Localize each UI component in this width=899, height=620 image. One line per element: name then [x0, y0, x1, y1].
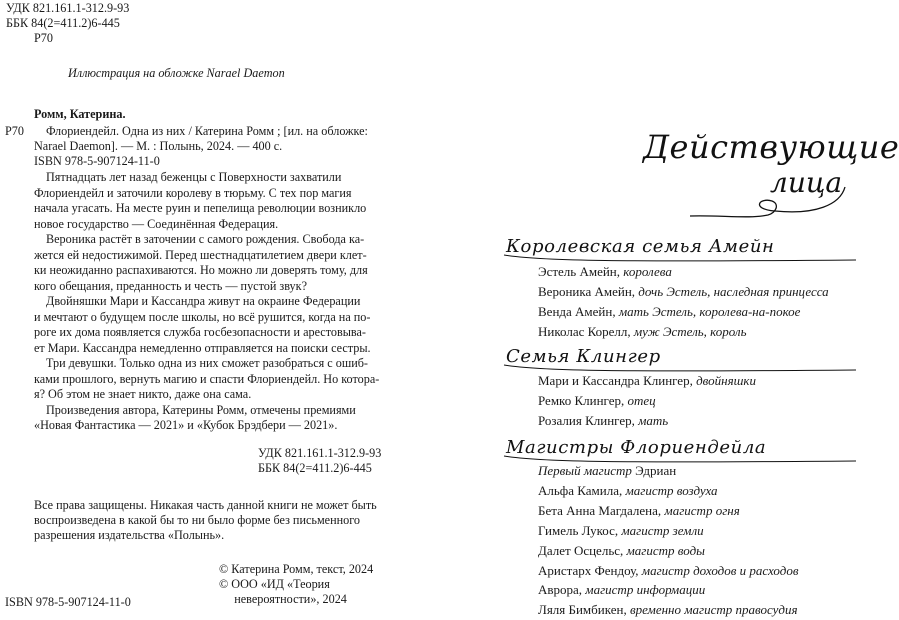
- title-flourish: [600, 175, 850, 225]
- annotation-line: кого обещания, преданность и честь — пустой звук?: [34, 278, 307, 293]
- annotation-line: ет Мари. Кассандра немедленно отправляется на поиски сестры.: [34, 340, 371, 355]
- bibliographic-record: [34, 124, 368, 169]
- bbk-code: ББК 84(2=411.2)6-445: [258, 461, 372, 475]
- annotation-line: роге их дома появляется служба госбезопасности и арестовыва-: [34, 325, 366, 339]
- udk-code: УДК 821.161.1-312.9-93: [258, 446, 382, 460]
- character-entry: Эстель Амейн, королева: [538, 264, 672, 279]
- character-entry: Ляля Бимбикен, временно магистр правосудия: [538, 602, 798, 618]
- rights-line: разрешения издательства «Полынь».: [34, 528, 225, 542]
- page-title-line2: лица: [770, 166, 843, 199]
- annotation: [34, 170, 386, 434]
- biblio-line: Флориендейл. Одна из них / Катерина Ромм ; [ил. на обложке:: [46, 124, 368, 138]
- annotation-line: жется ей недостижимой. Перед шестнадцатилетием двери клет-: [34, 247, 367, 262]
- bbk-code: ББК 84(2=411.2)6-445: [6, 16, 120, 30]
- character-entry: Аристарх Фендоу, магистр доходов и расходов: [538, 562, 799, 578]
- annotation-line: я? Об этом не знает никто, даже она сама.: [34, 387, 252, 401]
- annotation-line: Вероника растёт в заточении с самого рождения. Свобода ка-: [46, 232, 365, 246]
- character-entry: Аврора, магистр информации: [538, 582, 706, 598]
- annotation-line: Три девушки. Только одна из них сможет разобраться с ошиб-: [46, 356, 368, 370]
- annotation-line: начала угасать. На месте руин и пепелища революции возникло: [34, 201, 367, 215]
- annotation-line: новое государство — Соединённая Федерация.: [34, 216, 279, 231]
- biblio-line: Narael Daemon]. — М. : Полынь, 2024. — 400 с.: [34, 139, 283, 153]
- group-title-magisters: Магистры Флориендейла: [506, 437, 767, 458]
- author-name: Ромм, Катерина.: [34, 107, 126, 121]
- character-entry: Альфа Камила, магистр воздуха: [538, 482, 718, 498]
- rights-notice: [34, 498, 377, 543]
- group-title-royal-family: Королевская семья Амейн: [506, 236, 775, 257]
- cover-illustrator: Иллюстрация на обложке Narael Daemon: [68, 66, 285, 80]
- character-entry: Первый магистр Эдриан: [538, 463, 677, 478]
- character-entry: Далет Осцельс, магистр воды: [538, 542, 705, 558]
- character-entry: Бета Анна Магдалена, магистр огня: [538, 502, 740, 518]
- udk-code: УДК 821.161.1-312.9-93: [6, 1, 130, 15]
- character-entry: Вероника Амейн, дочь Эстель, наследная принцесса: [538, 283, 829, 299]
- isbn-bottom: ISBN 978-5-907124-11-0: [5, 595, 131, 609]
- page-title-line1: Действующие: [643, 128, 899, 166]
- library-codes-top: [6, 1, 129, 46]
- group-title-klinger-family: Семья Клингер: [506, 346, 661, 367]
- character-entry: Розалия Клингер, мать: [538, 412, 669, 428]
- character-list-royal: [538, 262, 829, 342]
- character-entry: Ремко Клингер, отец: [538, 392, 656, 408]
- annotation-line: ками прошлого, вернуть магию и спасти Флориендейл. Но котора-: [34, 371, 380, 386]
- copyright-line: невероятности», 2024: [219, 592, 347, 606]
- annotation-line: ки неожиданно распахиваются. Но можно ли доверять тому, для: [34, 263, 368, 277]
- annotation-line: Пятнадцать лет назад беженцы с Поверхности захватили: [46, 170, 342, 184]
- character-entry: Венда Амейн, мать Эстель, королева-на-покое: [538, 303, 801, 319]
- annotation-line: и мечтают о будущем после школы, но всё рушится, когда на по-: [34, 309, 371, 324]
- author-mark: Р70: [34, 31, 53, 45]
- copyright-block: [219, 562, 373, 607]
- isbn: ISBN 978-5-907124-11-0: [34, 154, 160, 168]
- rights-line: воспроизведена в какой бы то ни было форме без письменного: [34, 513, 360, 527]
- annotation-line: Флориендейл и заточили королеву в тюрьму. С тех пор магия: [34, 185, 352, 200]
- character-entry: Гимель Лукос, магистр земли: [538, 522, 704, 538]
- copyright-line: © Катерина Ромм, текст, 2024: [219, 562, 374, 576]
- character-entry: Николас Корелл, муж Эстель, король: [538, 323, 747, 339]
- annotation-line: Произведения автора, Катерины Ромм, отмечены премиями: [46, 402, 356, 417]
- library-codes-bottom: [258, 446, 381, 476]
- author-mark-side: Р70: [5, 124, 24, 138]
- character-list-klinger: [538, 371, 756, 431]
- character-entry: Мари и Кассандра Клингер, двойняшки: [538, 373, 757, 388]
- annotation-line: «Новая Фантастика — 2021» и «Кубок Брэдбери — 2021».: [34, 418, 338, 432]
- rights-line: Все права защищены. Никакая часть данной книги не может быть: [34, 498, 377, 512]
- character-list-magisters: [538, 461, 798, 620]
- copyright-line: © ООО «ИД «Теория: [219, 577, 330, 591]
- annotation-line: Двойняшки Мари и Кассандра живут на окраине Федерации: [46, 294, 361, 308]
